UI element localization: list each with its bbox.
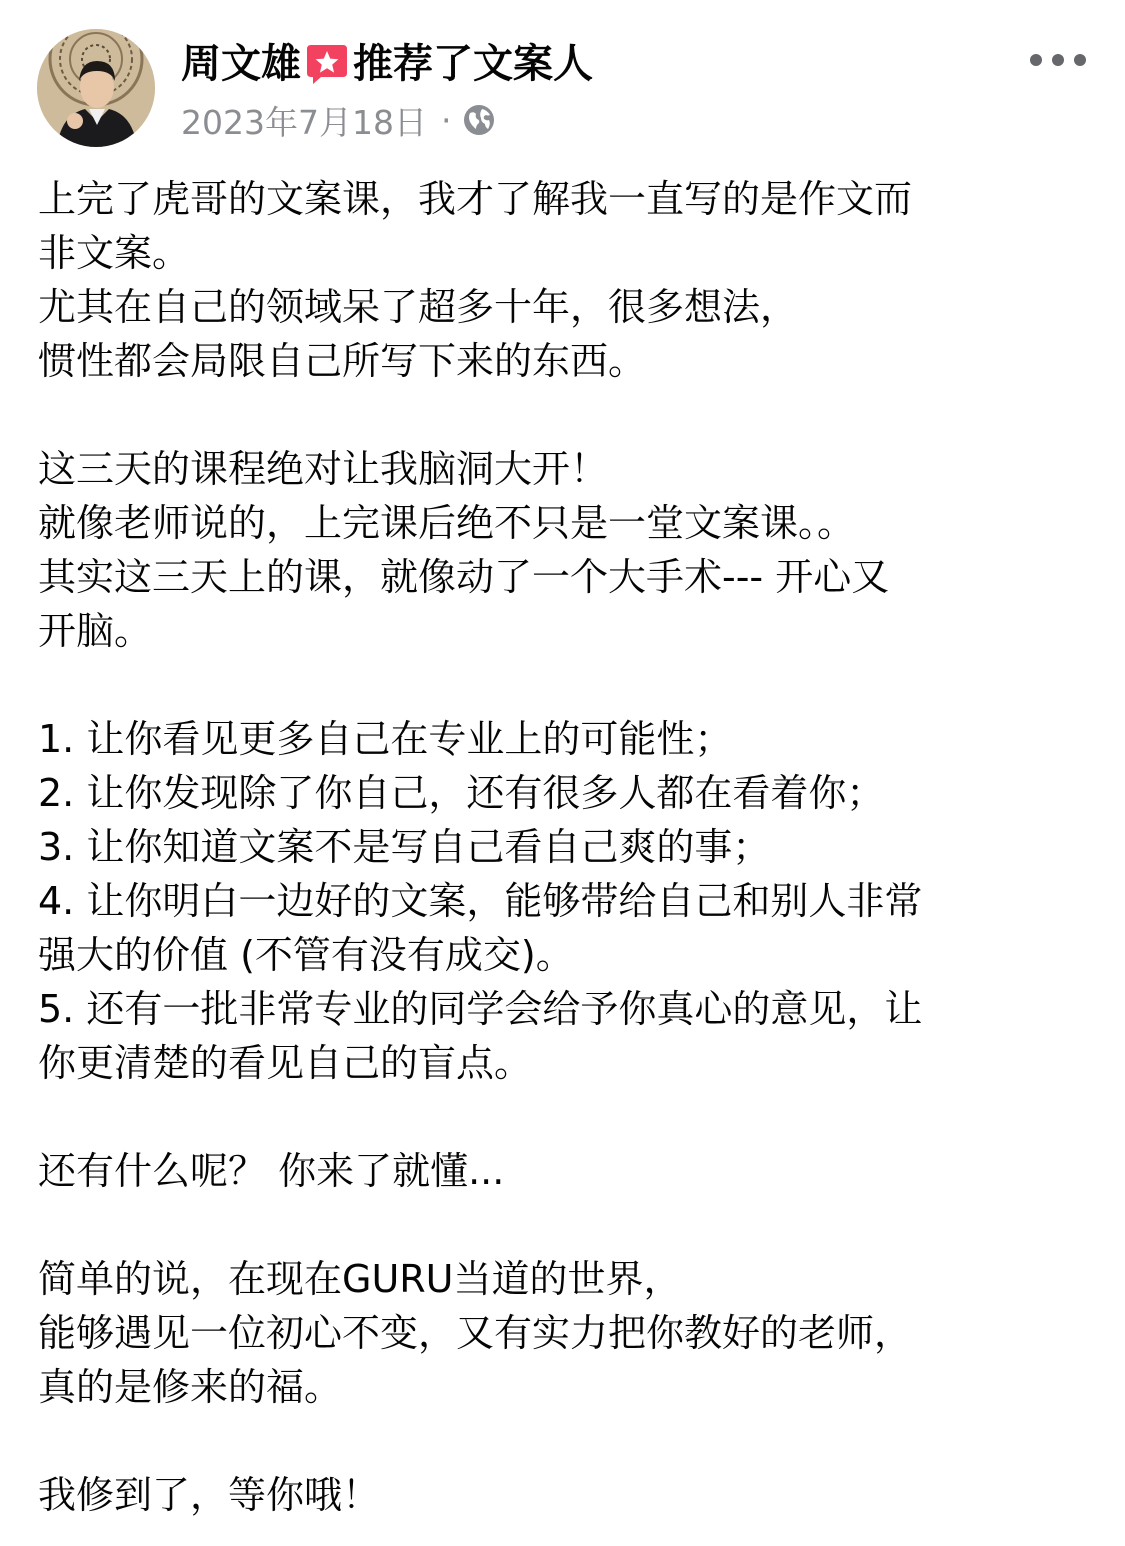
post-text-line: 上完了虎哥的文案课，我才了解我一直写的是作文而 xyxy=(38,177,913,221)
post-text-line: 1. 让你看见更多自己在专业上的可能性； xyxy=(38,717,733,761)
post-text-line: 这三天的课程绝对让我脑洞大开！ xyxy=(38,447,609,491)
post-text-line: 4. 让你明白一边好的文案，能够带给自己和别人非常 xyxy=(38,879,923,923)
recommended-page-name[interactable]: 文案人 xyxy=(473,41,593,87)
post-text-line: 2. 让你发现除了你自己，还有很多人都在看着你； xyxy=(38,771,885,815)
blank-line xyxy=(38,388,1098,442)
avatar[interactable] xyxy=(37,29,155,147)
post-text-line: 非文案。 xyxy=(38,231,191,275)
blank-line xyxy=(38,1198,1098,1252)
post-text-line: 其实这三天上的课，就像动了一个大手术--- 开心又 xyxy=(38,555,890,599)
post-text-line: 简单的说，在现在GURU当道的世界， xyxy=(38,1257,682,1301)
post-text-line: 能够遇见一位初心不变，又有实力把你教好的老师， xyxy=(38,1311,913,1355)
post-text-line: 强大的价值 (不管有没有成交)。 xyxy=(38,933,574,977)
post-text-line: 就像老师说的，上完课后绝不只是一堂文案课。。 xyxy=(38,501,856,545)
blank-line xyxy=(38,658,1098,712)
post-text-line: 还有什么呢？ 你来了就懂... xyxy=(38,1149,505,1193)
post-date[interactable]: 2023年7月18日 xyxy=(181,102,427,142)
post-text-line: 惯性都会局限自己所写下来的东西。 xyxy=(38,339,647,383)
author-name[interactable]: 周文雄 xyxy=(181,41,301,87)
post-title-line xyxy=(181,36,593,92)
post-meta xyxy=(181,98,497,142)
post-text-line: 我修到了，等你哦！ xyxy=(38,1473,381,1517)
post-text-line: 你更清楚的看见自己的盲点。 xyxy=(38,1041,533,1085)
blank-line xyxy=(38,1414,1098,1468)
blank-line xyxy=(38,1090,1098,1144)
action-text: 推荐了 xyxy=(353,41,473,87)
post-text-line: 真的是修来的福。 xyxy=(38,1365,343,1409)
more-options-icon xyxy=(1028,52,1088,68)
globe-icon[interactable] xyxy=(461,102,497,138)
more-options-button[interactable] xyxy=(1028,42,1088,78)
post-text-line: 5. 还有一批非常专业的同学会给予你真心的意见，让 xyxy=(38,987,923,1031)
post-header xyxy=(0,0,1125,160)
recommend-star-icon xyxy=(305,43,349,85)
post-text-line: 尤其在自己的领域呆了超多十年，很多想法， xyxy=(38,285,799,329)
post-text-line: 开脑。 xyxy=(38,609,153,653)
post-body xyxy=(38,172,1098,1522)
post-text-line: 3. 让你知道文案不是写自己看自己爽的事； xyxy=(38,825,771,869)
meta-separator: · xyxy=(440,100,452,140)
